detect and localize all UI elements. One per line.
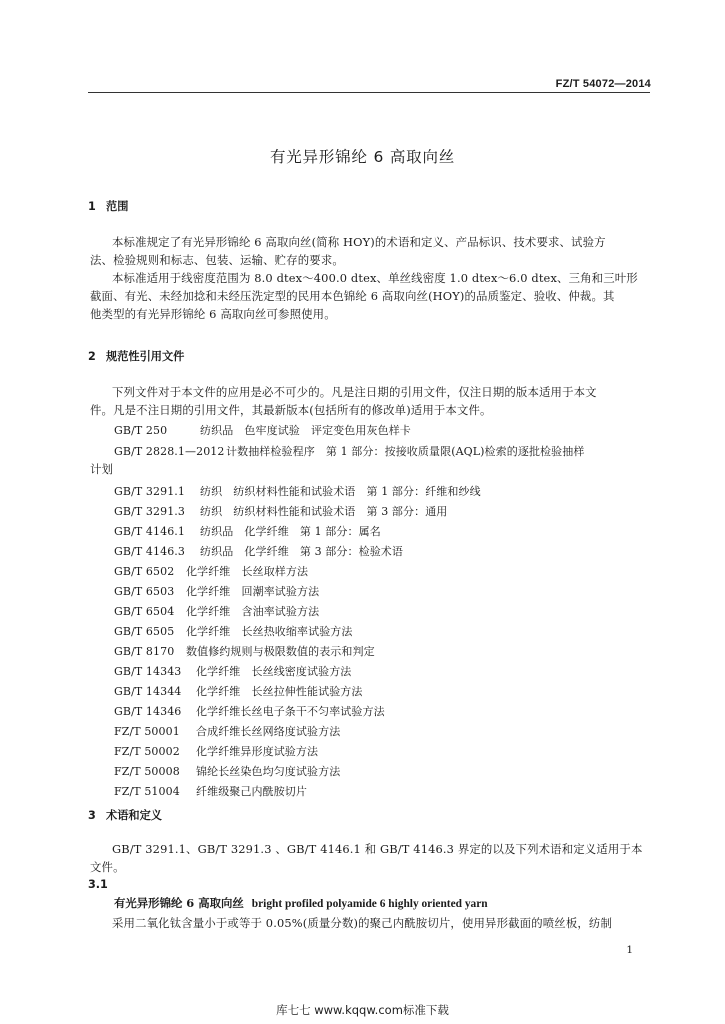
reference-item xyxy=(114,763,340,779)
reference-title: 纤维级聚己内酰胺切片 xyxy=(196,785,307,798)
reference-title: 化学纤维 含油率试验方法 xyxy=(186,605,320,618)
reference-title: 纺织 纺织材料性能和试验术语 第 1 部分：纤维和纱线 xyxy=(200,485,481,498)
reference-item xyxy=(114,743,318,759)
paragraph-line: 下列文件对于本文件的应用是必不可少的。凡是注日期的引用文件，仅注日期的版本适用于本文 xyxy=(112,385,597,399)
reference-title: 化学纤维 长丝拉伸性能试验方法 xyxy=(196,685,363,698)
reference-title: 化学纤维 回潮率试验方法 xyxy=(186,585,320,598)
reference-code: GB/T 6503 xyxy=(114,585,175,598)
reference-item xyxy=(114,483,481,499)
document-title: 有光异形锦纶 6 高取向丝 xyxy=(269,148,456,166)
footer-watermark: 库七七 www.kqqw.com标准下载 xyxy=(276,1003,449,1017)
section-title: 范围 xyxy=(106,200,129,213)
section-1-heading xyxy=(88,198,128,214)
reference-code: GB/T 14346 xyxy=(114,705,182,718)
reference-code: FZ/T 50008 xyxy=(114,765,180,778)
reference-code: GB/T 8170 xyxy=(114,645,175,658)
reference-code: FZ/T 51004 xyxy=(114,785,180,798)
reference-item xyxy=(114,703,385,719)
paragraph-line: 文件。 xyxy=(90,860,125,874)
section-3-heading xyxy=(88,807,162,823)
reference-item xyxy=(114,603,319,619)
reference-title: 化学纤维 长丝取样方法 xyxy=(186,565,309,578)
reference-item xyxy=(114,503,447,519)
paragraph-line: 本标准适用于线密度范围为 8.0 dtex～400.0 dtex、单丝线密度 1.0 dtex～6.0 dtex、三角和三叶形 xyxy=(112,271,638,285)
reference-item xyxy=(114,663,351,679)
section-title: 术语和定义 xyxy=(106,809,162,822)
reference-code: GB/T 4146.3 xyxy=(114,545,185,558)
reference-code: GB/T 2828.1—2012 xyxy=(114,445,225,458)
reference-code: GB/T 250 xyxy=(114,424,168,437)
reference-item xyxy=(114,683,363,699)
reference-item xyxy=(114,723,340,739)
reference-title: 计数抽样检验程序 第 1 部分：按接收质量限(AQL)检索的逐批检验抽样 xyxy=(226,445,585,458)
term-chinese: 有光异形锦纶 6 高取向丝 xyxy=(114,896,244,910)
reference-title: 化学纤维长丝电子条干不匀率试验方法 xyxy=(196,705,385,718)
reference-code: FZ/T 50001 xyxy=(114,725,180,738)
paragraph-line: 法、检验规则和标志、包装、运输、贮存的要求。 xyxy=(90,253,344,267)
reference-item xyxy=(114,543,403,559)
section-number: 2 xyxy=(88,350,96,363)
paragraph-line: 采用二氧化钛含量小于或等于 0.05%(质量分数)的聚己内酰胺切片，使用异形截面的喷丝板，纺制 xyxy=(112,916,612,930)
reference-code: GB/T 6502 xyxy=(114,565,175,578)
reference-title: 纺织品 化学纤维 第 3 部分：检验术语 xyxy=(200,545,403,558)
paragraph-line: 他类型的有光异形锦纶 6 高取向丝可参照使用。 xyxy=(90,307,336,321)
reference-item xyxy=(114,643,375,659)
reference-code: GB/T 3291.3 xyxy=(114,505,185,518)
reference-code: GB/T 4146.1 xyxy=(114,525,185,538)
reference-item xyxy=(114,563,308,579)
reference-code: GB/T 6504 xyxy=(114,605,175,618)
term-heading xyxy=(114,895,488,911)
reference-continuation: 计划 xyxy=(90,462,114,476)
reference-code: GB/T 14344 xyxy=(114,685,182,698)
reference-item xyxy=(114,583,319,599)
paragraph-line: 本标准规定了有光异形锦纶 6 高取向丝(简称 HOY)的术语和定义、产品标识、技术要求、试验方 xyxy=(112,235,606,249)
reference-item xyxy=(114,443,584,459)
page-number: 1 xyxy=(626,944,633,956)
header-rule xyxy=(88,92,650,93)
term-number: 3.1 xyxy=(88,878,108,891)
reference-title: 合成纤维长丝网络度试验方法 xyxy=(196,725,341,738)
reference-title: 化学纤维 长丝线密度试验方法 xyxy=(196,665,352,678)
term-english: bright profiled polyamide 6 highly oriented yarn xyxy=(251,898,488,910)
reference-item xyxy=(114,783,307,799)
reference-title: 纺织品 化学纤维 第 1 部分：属名 xyxy=(200,525,381,538)
section-number: 1 xyxy=(88,200,96,213)
reference-title: 锦纶长丝染色均匀度试验方法 xyxy=(196,765,341,778)
reference-title: 化学纤维异形度试验方法 xyxy=(196,745,319,758)
section-title: 规范性引用文件 xyxy=(106,350,185,363)
reference-item xyxy=(114,623,353,639)
reference-code: GB/T 6505 xyxy=(114,625,175,638)
reference-title: 纺织 纺织材料性能和试验术语 第 3 部分：通用 xyxy=(200,505,448,518)
reference-item xyxy=(114,523,381,539)
reference-code: GB/T 3291.1 xyxy=(114,485,185,498)
reference-title: 纺织品 色牢度试验 评定变色用灰色样卡 xyxy=(200,424,411,437)
document-code: FZ/T 54072—2014 xyxy=(555,78,651,90)
section-number: 3 xyxy=(88,809,96,822)
section-2-heading xyxy=(88,348,184,364)
paragraph-line: 截面、有光、未经加捻和未经压洗定型的民用本色锦纶 6 高取向丝(HOY)的品质鉴定、验收、仲裁。其 xyxy=(90,289,615,303)
reference-item xyxy=(114,422,411,438)
reference-code: FZ/T 50002 xyxy=(114,745,180,758)
reference-title: 数值修约规则与极限数值的表示和判定 xyxy=(186,645,375,658)
reference-code: GB/T 14343 xyxy=(114,665,182,678)
reference-title: 化学纤维 长丝热收缩率试验方法 xyxy=(186,625,353,638)
paragraph-line: 件。凡是不注日期的引用文件，其最新版本(包括所有的修改单)适用于本文件。 xyxy=(90,403,492,417)
paragraph-line: GB/T 3291.1、GB/T 3291.3 、GB/T 4146.1 和 GB/T 4146.3 界定的以及下列术语和定义适用于本 xyxy=(112,842,643,856)
